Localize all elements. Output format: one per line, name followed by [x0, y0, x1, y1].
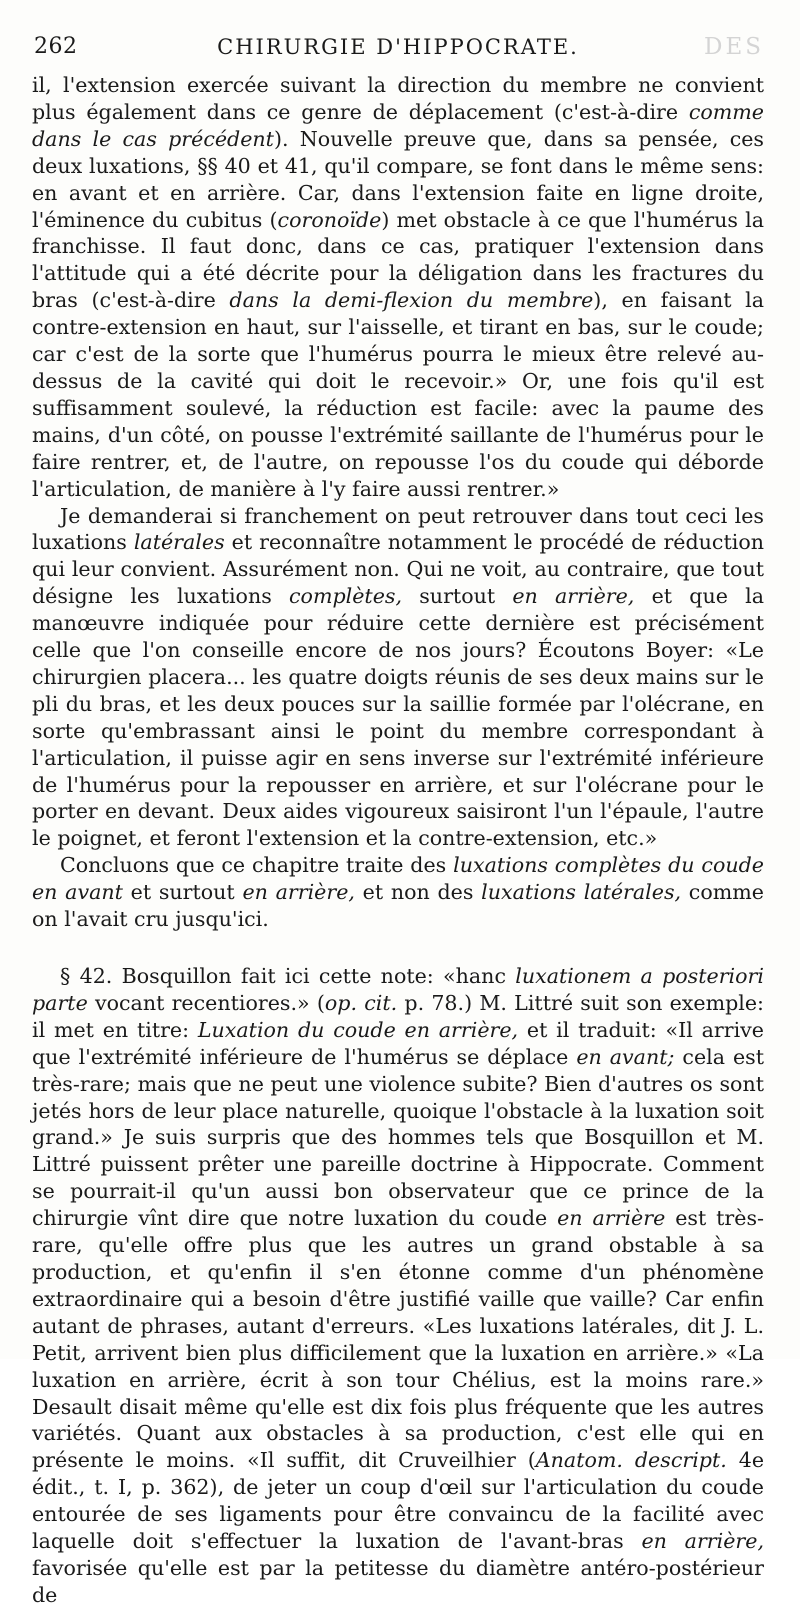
paragraph-boyer	[32, 503, 764, 853]
text-run: et surtout	[122, 880, 243, 905]
text-run: § 42. Bosquillon fait ici cette note: «hanc	[60, 964, 516, 988]
text-run: et il traduit: «Il arrive que l'extrémité inférieure de l'humérus se déplace	[32, 1017, 764, 1069]
italic-run: coronoïde	[277, 207, 382, 232]
text-run: comme on l'avait cru jusqu'ici.	[32, 880, 764, 932]
italic-run: luxationem a posteriori parte	[32, 964, 764, 1015]
text-run: surtout	[402, 584, 513, 609]
italic-run: en arrière,	[512, 584, 635, 609]
italic-run: en arrière,	[242, 880, 355, 905]
page-number: 262	[34, 34, 78, 59]
text-run: Concluons que ce chapitre traite des	[60, 853, 454, 878]
page-header	[32, 30, 764, 64]
italic-run: latérales	[133, 530, 225, 555]
text-run: vocant recentiores.» (	[87, 990, 325, 1015]
italic-run: en arrière,	[641, 1529, 764, 1554]
text-run: p. 78.) M. Littré suit son exemple: il met en titre:	[32, 990, 764, 1042]
text-run: ). Nouvelle preuve que, dans sa pensée, ces deux luxations, §§ 40 et 41, qu'il compare, se font dans le même sens: en avant et en arrière. Car, dans l'extension faite en ligne droite, l'éminence du cubitus (	[32, 126, 765, 232]
text-run: cela est très-rare; mais que ne peut une violence subite? Bien d'autres os sont jetés hors de leur place naturelle, quoique l'obstacle à la luxation soit grand.» Je suis surpris que des hommes tels que Bosquillon et M. Littré puissent prêter une pareille doctrine à Hippocrate. Comment se pourrait-il qu'un aussi bon observateur que ce prince de la chirurgie vînt dire que notre luxation du coude	[32, 1044, 764, 1231]
paragraph-continuation	[32, 72, 764, 503]
italic-run: complètes,	[289, 584, 403, 609]
italic-run: en arrière	[557, 1206, 666, 1231]
italic-run: luxations complètes du coude en avant	[32, 853, 764, 905]
show-through-text: DES	[704, 34, 764, 60]
paragraph-section-42	[32, 963, 764, 1609]
text-run: ) met obstacle à ce que l'humérus la franchisse. Il faut donc, dans ce cas, pratiquer l'extension dans l'attitude qui a été décrite pour la déligation dans les fractures du bras (c'est-à-dire	[32, 207, 764, 313]
text-run: et non des	[354, 880, 482, 905]
text-run: il, l'extension exercée suivant la direction du membre ne convient plus également dans ce genre de déplacement (c'est-à-dire	[32, 73, 764, 124]
italic-run: comme dans le cas précédent	[32, 99, 764, 151]
text-run: 4e édit., t. I, p. 362), de jeter un coup d'œil sur l'articulation du coude entourée de ses ligaments pour être convaincu de la facilité avec laquelle doit s'effectuer la luxation de l'avant-bras	[32, 1448, 765, 1554]
italic-run: Anatom. descript.	[535, 1448, 727, 1473]
running-title: CHIRURGIE D'HIPPOCRATE.	[217, 35, 579, 59]
text-run: est très-rare, qu'elle offre plus que les autres un grand obstable à sa production, et qu'enfin il s'en étonne comme d'un phénomène extraordinaire qui a besoin d'être justifié vaille que vaille? Car enfin autant de phrases, autant d'erreurs. «Les luxations latérales, dit J. L. Petit, arrivent bien plus difficilement que la luxation en arrière.» «La luxation en arrière, écrit à son tour Chélius, est la moins rare.» Desault disait même qu'elle est dix fois plus fréquente que les autres variétés. Quant aux obstacles à sa production, c'est elle qui en présente le moins. «Il suffit, dit Cruveilhier (	[32, 1206, 764, 1473]
italic-run: op. cit.	[324, 990, 398, 1015]
text-run: et que la manœuvre indiquée pour réduire cette dernière est précisément celle que l'on conseille encore de nos jours? Écoutons Boyer: «Le chirurgien placera... les quatre doigts réunis de ses deux mains sur le pli du bras, et les deux pouces sur la saillie formée par l'olécrane, en sorte qu'embrassant ainsi le point du membre correspondant à l'articulation, il puisse agir en sens inverse sur l'extrémité inférieure de l'humérus pour la repousser en arrière, et sur l'olécrane pour le porter en devant. Deux aides vigoureux saisiront l'un l'épaule, l'autre le poignet, et feront l'extension et la contre-extension, etc.»	[32, 584, 764, 851]
text-run: ), en faisant la contre-extension en haut, sur l'aisselle, et tirant en bas, sur le coude; car c'est de la sorte que l'humérus pourra le mieux être relevé au-dessus de la cavité qui doit le recevoir.» Or, une fois qu'il est suffisamment soulevé, la réduction est facile: avec la paume des mains, d'un côté, on pousse l'extrémité saillante de l'humérus pour le faire rentrer, et, de l'autre, on repousse l'os du coude qui déborde l'articulation, de manière à l'y faire aussi rentrer.»	[32, 288, 764, 501]
paragraph-conclusion	[32, 852, 764, 933]
body-text	[32, 72, 764, 1609]
text-run: et reconnaître notamment le procédé de réduction qui leur convient. Assurément non. Qui ne voit, au contraire, que tout désigne les luxations	[32, 530, 764, 609]
italic-run: en avant;	[576, 1044, 675, 1069]
text-run: favorisée qu'elle est par la petitesse du diamètre antéro-postérieur de	[32, 1555, 764, 1607]
italic-run: luxations latérales,	[481, 880, 682, 905]
italic-run: Luxation du coude en arrière,	[197, 1017, 519, 1042]
italic-run: dans la demi-flexion du membre	[229, 288, 594, 313]
text-run: Je demanderai si franchement on peut retrouver dans tout ceci les luxations	[32, 503, 764, 555]
